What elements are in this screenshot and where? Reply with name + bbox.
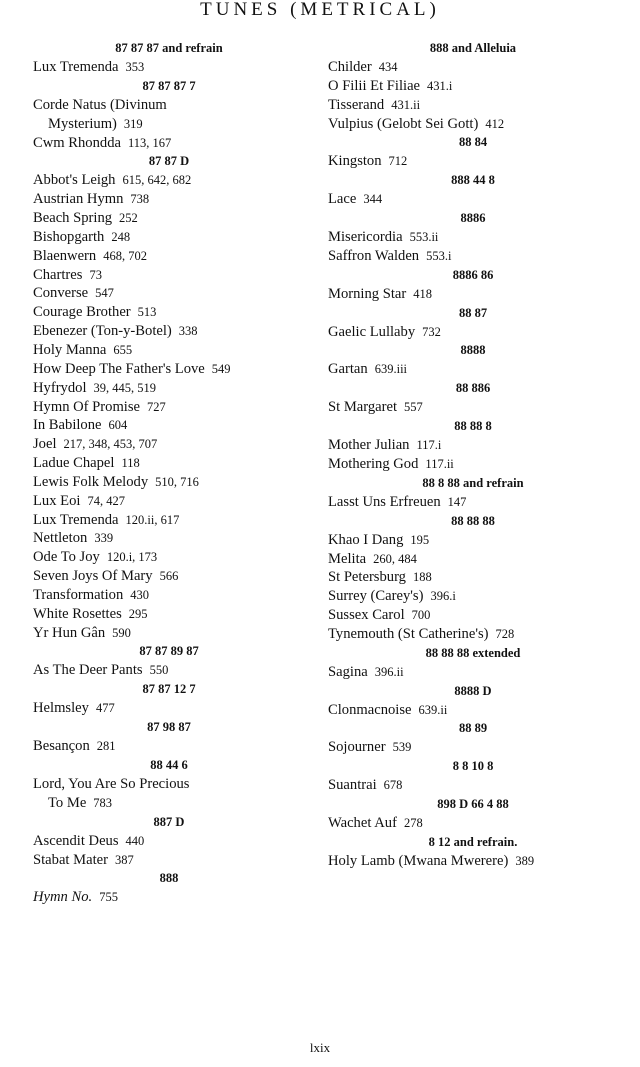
tune-name: Morning Star	[328, 285, 407, 302]
hymn-numbers: 117.i	[416, 438, 442, 453]
tune-entry	[328, 587, 618, 606]
tune-entry	[33, 529, 305, 548]
hymn-numbers: 74, 427	[87, 493, 125, 508]
hymn-numbers: 549	[211, 361, 231, 376]
tune-entry	[33, 171, 305, 190]
tune-name: How Deep The Father's Love	[33, 360, 205, 377]
tune-entry	[33, 548, 305, 567]
tune-entry	[33, 266, 305, 285]
tune-entry	[33, 511, 305, 530]
meter-section	[328, 644, 618, 682]
tune-entry	[328, 247, 618, 266]
hymn-numbers: 738	[130, 192, 150, 207]
hymn-numbers: 783	[93, 795, 113, 810]
tune-entry	[328, 531, 618, 550]
tune-name: In Babilone	[33, 417, 102, 434]
hymn-numbers: 387	[114, 852, 134, 867]
hymn-numbers: 396.ii	[374, 664, 404, 679]
meter-section	[328, 512, 618, 644]
tune-name: Converse	[33, 285, 89, 302]
hymn-numbers: 412	[485, 116, 505, 131]
tune-name: Sagina	[328, 663, 368, 680]
meter-header: 8886	[460, 211, 486, 226]
hymn-numbers: 147	[447, 494, 467, 509]
tune-entry	[33, 322, 305, 341]
tune-entry	[33, 190, 305, 209]
tune-name: Tynemouth (St Catherine's)	[328, 625, 489, 642]
meter-section	[328, 304, 618, 342]
tune-name: Bishopgarth	[33, 228, 105, 245]
tune-entry	[328, 701, 618, 720]
hymn-numbers: 655	[113, 342, 133, 357]
tune-entry	[328, 568, 618, 587]
tune-name: Cwm Rhondda	[33, 134, 121, 151]
tune-name: Joel	[33, 436, 57, 453]
meter-section	[33, 718, 305, 756]
meter-header: 88 87	[458, 305, 488, 320]
tune-entry	[33, 209, 305, 228]
tune-name: Melita	[328, 550, 367, 567]
meter-header: 87 98 87	[147, 720, 191, 735]
meter-section	[328, 795, 618, 833]
tune-entry	[33, 379, 305, 398]
meter-header: 88 886	[455, 381, 491, 396]
hymn-numbers: 118	[121, 456, 140, 471]
tune-name: Lux Tremenda	[33, 511, 119, 528]
tune-name: Surrey (Carey's)	[328, 588, 424, 605]
hymn-numbers: 434	[378, 60, 398, 74]
hymn-numbers: 389	[515, 853, 535, 868]
meter-header: 88 88 88 extended	[425, 645, 521, 660]
tune-name: Stabat Mater	[33, 851, 108, 868]
meter-section	[328, 171, 618, 209]
tune-entry	[33, 851, 305, 870]
meter-section	[328, 379, 618, 417]
hymn-numbers: 712	[388, 154, 408, 169]
hymn-numbers: 73	[89, 267, 102, 282]
meter-section	[328, 682, 618, 720]
tune-name: Ascendit Deus	[33, 832, 119, 849]
tune-name: Corde Natus (Divinum	[33, 96, 167, 113]
left-column	[33, 39, 305, 907]
tune-entry	[328, 436, 618, 455]
hymn-numbers: 431.i	[427, 78, 453, 93]
meter-header: 88 44 6	[150, 758, 188, 772]
meter-header: 887 D	[153, 814, 185, 829]
meter-header: 8888 D	[454, 683, 492, 698]
hymn-numbers: 566	[159, 569, 179, 584]
tune-name: Wachet Auf	[328, 815, 397, 832]
tune-name: Misericordia	[328, 229, 403, 246]
tune-name: Lux Tremenda	[33, 59, 119, 75]
meter-section	[33, 39, 305, 77]
hymn-numbers: 513	[137, 305, 157, 320]
hymn-numbers: 117.ii	[425, 456, 454, 471]
hymn-numbers: 590	[112, 625, 131, 640]
tune-entry	[33, 454, 305, 473]
hymn-numbers: 440	[125, 833, 145, 848]
tune-name: Besançon	[33, 738, 90, 755]
meter-section	[328, 833, 618, 871]
tune-name: Hymn No.	[33, 889, 93, 906]
tune-entry	[328, 323, 618, 342]
meter-section	[328, 209, 618, 266]
hymn-numbers: 553.ii	[409, 230, 439, 245]
tune-name: As The Deer Pants	[33, 662, 143, 679]
meter-header: 888 44 8	[451, 173, 495, 188]
tune-name: Ladue Chapel	[33, 455, 115, 472]
meter-header: 8888	[460, 343, 486, 358]
tune-entry	[328, 663, 618, 682]
meter-header: 8 8 10 8	[452, 759, 494, 774]
meter-section	[33, 642, 305, 680]
tune-entry	[328, 58, 618, 77]
meter-header: 87 87 D	[148, 154, 190, 169]
meter-header: 898 D 66 4 88	[437, 797, 509, 812]
hymn-numbers: 295	[128, 606, 148, 621]
tune-entry	[33, 567, 305, 586]
tune-name: Ode To Joy	[33, 549, 100, 566]
tune-name: Lace	[328, 191, 357, 208]
hymn-numbers: 319	[123, 116, 143, 131]
tune-name: Vulpius (Gelobt Sei Gott)	[328, 115, 479, 132]
hymn-numbers: 248	[111, 229, 131, 244]
tune-entry	[328, 455, 618, 474]
page-number: lxix	[309, 1040, 331, 1055]
tune-entry	[33, 624, 305, 643]
hymn-numbers: 547	[95, 286, 114, 301]
meter-header: 88 88 8	[454, 419, 492, 434]
tune-entry	[328, 493, 618, 512]
hymn-numbers: 120.i, 173	[106, 550, 158, 565]
tune-entry	[33, 888, 305, 907]
hymn-numbers: 113, 167	[127, 135, 172, 150]
hymn-numbers: 755	[99, 890, 118, 905]
tune-entry	[328, 606, 618, 625]
tune-entry	[328, 398, 618, 417]
hymn-numbers: 615, 642, 682	[122, 173, 192, 188]
tune-name: Ebenezer (Ton-y-Botel)	[33, 323, 172, 340]
hymn-numbers: 728	[495, 626, 515, 641]
tune-entry	[328, 77, 618, 96]
tune-name: Helmsley	[33, 700, 89, 717]
tune-name: Lasst Uns Erfreuen	[328, 493, 441, 510]
tune-name: Khao I Dang	[328, 531, 404, 548]
page-title: TUNES (METRICAL)	[200, 0, 440, 20]
meter-section	[33, 680, 305, 718]
hymn-numbers: 639.ii	[418, 702, 448, 717]
tune-entry	[328, 625, 618, 644]
hymn-numbers: 477	[95, 701, 115, 716]
tune-name: Lord, You Are So Precious	[33, 776, 190, 792]
hymn-numbers: 252	[119, 211, 138, 226]
meter-header: 88 88 88	[451, 513, 495, 528]
hymn-numbers: 217, 348, 453, 707	[63, 437, 158, 452]
meter-header: 888 and Alleluia	[429, 41, 517, 55]
meter-section	[328, 341, 618, 379]
meter-section	[33, 77, 305, 153]
meter-header: 87 87 89 87	[139, 644, 199, 659]
tune-name: Mothering God	[328, 455, 419, 472]
meter-header: 88 84	[458, 135, 488, 150]
tune-entry	[328, 228, 618, 247]
tune-entry	[328, 814, 618, 833]
meter-section	[33, 813, 305, 870]
hymn-numbers: 557	[404, 400, 423, 415]
tune-name: Kingston	[328, 153, 382, 170]
tune-name: Suantrai	[328, 777, 377, 794]
meter-section	[328, 474, 618, 512]
tune-name: Lux Eoi	[33, 492, 81, 509]
tune-entry	[328, 96, 618, 115]
hymn-numbers: 727	[147, 399, 166, 414]
tune-name: Childer	[328, 59, 372, 75]
meter-header: 8 12 and refrain.	[428, 834, 518, 849]
tune-name: Holy Lamb (Mwana Mwerere)	[328, 852, 509, 869]
tune-entry	[33, 58, 305, 77]
tune-name: Yr Hun Gân	[33, 624, 106, 641]
hymn-numbers: 732	[422, 324, 441, 339]
hymn-numbers: 539	[392, 740, 412, 755]
meter-section	[33, 152, 305, 642]
meter-section	[33, 869, 305, 907]
tune-name: Holy Manna	[33, 341, 107, 358]
tune-name: Hymn Of Promise	[33, 398, 141, 415]
meter-section	[328, 133, 618, 171]
hymn-numbers: 700	[411, 608, 431, 623]
tune-entry	[33, 247, 305, 266]
tune-entry	[33, 586, 305, 605]
hymn-numbers: 260, 484	[373, 551, 417, 566]
tune-name: Lewis Folk Melody	[33, 473, 149, 490]
tune-name: Abbot's Leigh	[33, 172, 116, 189]
tune-entry	[33, 832, 305, 851]
hymn-numbers: 39, 445, 519	[93, 380, 157, 395]
hymn-numbers: 553.i	[426, 248, 452, 263]
tune-name: O Filii Et Filiae	[328, 77, 421, 94]
meter-section	[33, 756, 305, 813]
tune-entry	[33, 284, 305, 303]
tune-name-continued-text: Mysterium)	[48, 115, 117, 132]
hymn-numbers: 278	[403, 816, 423, 831]
tune-entry	[328, 852, 618, 871]
hymn-numbers: 338	[178, 324, 198, 339]
hymn-numbers: 396.i	[430, 589, 456, 604]
tune-entry	[33, 228, 305, 247]
hymn-numbers: 120.ii, 617	[125, 512, 180, 527]
meter-header: 8886 86	[452, 267, 494, 282]
tune-name: White Rosettes	[33, 605, 122, 622]
tune-entry	[33, 699, 305, 718]
meter-section	[328, 417, 618, 474]
tune-name: Tisserand	[328, 96, 385, 113]
right-column	[328, 39, 618, 871]
tune-entry	[328, 285, 618, 304]
tune-entry	[328, 190, 618, 209]
hymn-numbers: 339	[94, 531, 114, 546]
tune-name-continued	[33, 794, 305, 813]
tune-name: Gartan	[328, 361, 368, 378]
hymn-numbers: 550	[149, 663, 169, 678]
hymn-numbers: 344	[363, 192, 383, 207]
tune-entry	[33, 661, 305, 680]
meter-header: 87 87 87 and refrain	[115, 41, 223, 55]
tune-name: Transformation	[33, 586, 124, 603]
tune-entry	[328, 115, 618, 134]
tune-name-continued-text: To Me	[48, 794, 87, 811]
hymn-numbers: 188	[412, 570, 432, 585]
hymn-numbers: 510, 716	[155, 474, 199, 489]
hymn-numbers: 604	[108, 418, 128, 433]
tune-entry	[33, 435, 305, 454]
tune-name: Sojourner	[328, 739, 386, 756]
tune-entry	[328, 550, 618, 569]
tune-name: Saffron Walden	[328, 247, 420, 264]
tune-entry	[33, 775, 305, 813]
meter-header: 88 8 88 and refrain	[422, 475, 524, 490]
tune-entry	[33, 492, 305, 511]
tune-name: St Margaret	[328, 399, 398, 416]
tune-entry	[328, 738, 618, 757]
meter-header: 87 87 12 7	[142, 682, 196, 697]
tune-name: Austrian Hymn	[33, 191, 124, 208]
tune-entry	[33, 473, 305, 492]
hymn-numbers: 431.ii	[391, 97, 421, 112]
tune-entry	[328, 152, 618, 171]
hymn-numbers: 678	[383, 778, 403, 793]
hymn-numbers: 468, 702	[103, 248, 147, 263]
tune-entry	[33, 398, 305, 417]
meter-section	[328, 757, 618, 795]
hymn-numbers: 418	[413, 286, 432, 301]
tune-name: Mother Julian	[328, 437, 410, 454]
tune-name: Sussex Carol	[328, 607, 405, 624]
tune-entry	[328, 776, 618, 795]
tune-entry	[33, 303, 305, 322]
meter-section	[328, 719, 618, 757]
tune-name: Gaelic Lullaby	[328, 323, 416, 340]
meter-header: 888	[159, 871, 179, 886]
hymn-numbers: 195	[410, 532, 430, 547]
meter-section	[328, 266, 618, 304]
tune-name: Blaenwern	[33, 247, 97, 264]
tune-entry	[33, 605, 305, 624]
tune-entry	[328, 360, 618, 379]
hymn-numbers: 430	[130, 587, 150, 602]
tune-name: Beach Spring	[33, 210, 113, 227]
meter-section	[328, 39, 618, 133]
meter-header: 88 89	[458, 721, 488, 736]
tune-name: Hyfrydol	[33, 379, 87, 396]
tune-entry	[33, 341, 305, 360]
tune-name: Clonmacnoise	[328, 701, 412, 718]
tune-name: St Petersburg	[328, 569, 406, 586]
tune-name-continued	[33, 115, 305, 134]
meter-header: 87 87 87 7	[142, 78, 196, 93]
tune-entry	[33, 416, 305, 435]
tune-entry	[33, 96, 305, 134]
tune-name: Chartres	[33, 266, 83, 283]
tune-name: Nettleton	[33, 530, 88, 547]
hymn-numbers: 639.iii	[374, 362, 408, 377]
tune-entry	[33, 737, 305, 756]
tune-name: Seven Joys Of Mary	[33, 568, 153, 585]
hymn-numbers: 281	[96, 739, 116, 754]
tune-entry	[33, 360, 305, 379]
hymn-numbers: 353	[125, 60, 145, 74]
tune-entry	[33, 134, 305, 153]
tune-name: Courage Brother	[33, 304, 131, 321]
